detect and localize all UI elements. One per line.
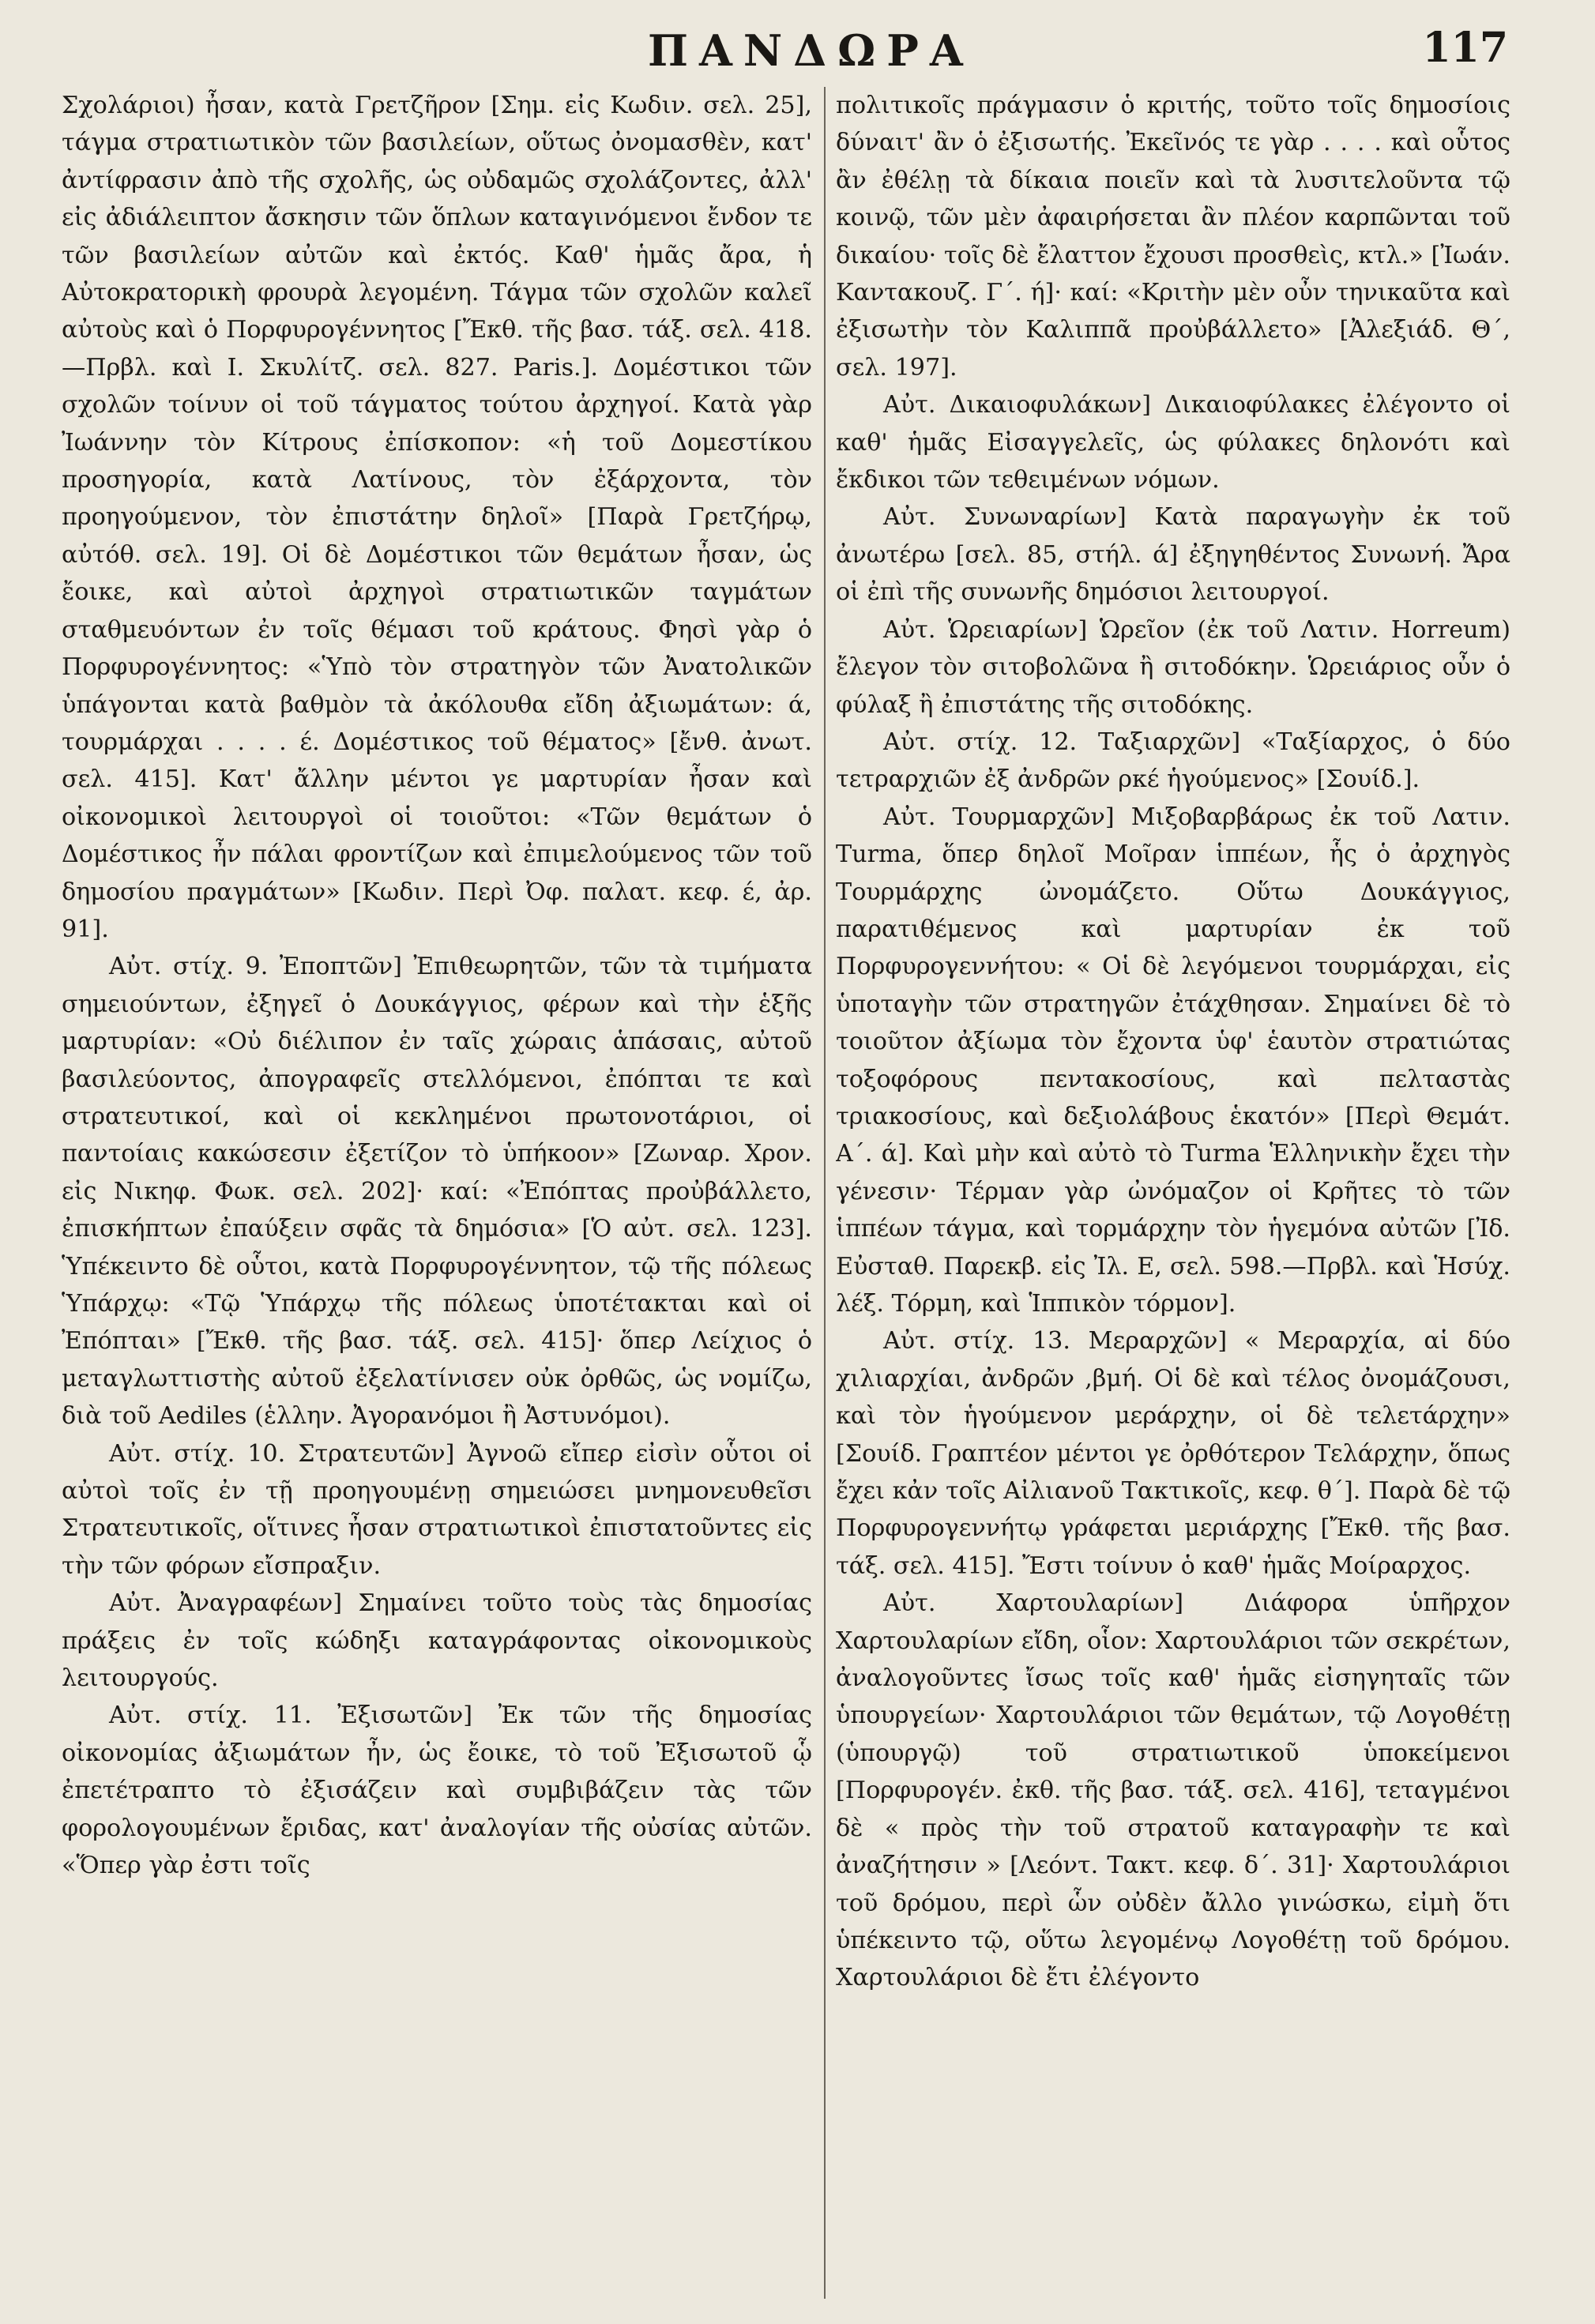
page-number: 117 bbox=[1422, 24, 1508, 72]
right-paragraph: Αὐτ. Συνωναρίων] Κατὰ παραγωγὴν ἐκ τοῦ ἀνωτέρω [σελ. 85, στήλ. ά] ἐξηγηθέντος Συνωνή. Ἄρα οἱ ἐπὶ τῆς συνωνῆς δημόσιοι λειτουργοί. bbox=[836, 503, 1510, 607]
right-paragraph: Αὐτ. Ὡρειαρίων] Ὡρεῖον (ἐκ τοῦ Λατιν. Horreum) ἔλεγον τὸν σιτοβολῶνα ἢ σιτοδόκην. Ὡρειάριος οὖν ὁ φύλαξ ἢ ἐπιστάτης τῆς σιτοδόκης. bbox=[836, 615, 1510, 719]
right-paragraph: Αὐτ. Χαρτουλαρίων] Διάφορα ὑπῆρχον Χαρτουλαρίων εἴδη, οἷον: Χαρτουλάριοι τῶν σεκρέτων, ἀναλογοῦντες ἴσως τοῖς καθ' ἡμᾶς εἰσηγηταῖς τῶν ὑπουργείων· Χαρτουλάριοι τῶν θεμάτων, τῷ Λογοθέτῃ (ὑπουργῷ) τοῦ στρατιωτικοῦ ὑποκείμενοι [Πορφυρογέν. ἐκθ. τῆς βασ. τάξ. σελ. 416], τεταγμένοι δὲ « πρὸς τὴν τοῦ στρατοῦ καταγραφὴν τε καὶ ἀναζήτησιν » [Λεόντ. Τακτ. κεφ. δ΄. 31]· Χαρτουλάριοι τοῦ δρόμου, περὶ ὧν οὐδὲν ἄλλο γινώσκω, εἰμὴ ὅτι ὑπέκειντο τῷ, οὕτω λεγομένῳ Λογοθέτῃ τοῦ δρόμου. Χαρτουλάριοι δὲ ἔτι ἐλέγοντο bbox=[836, 1589, 1510, 1992]
column-divider bbox=[824, 87, 826, 2299]
left-paragraph: Αὐτ. Ἀναγραφέων] Σημαίνει τοῦτο τοὺς τὰς δημοσίας πράξεις ἐν τοῖς κώδηξι καταγράφοντας οἰκονομικοὺς λειτουργούς. bbox=[62, 1589, 812, 1693]
left-paragraph: Σχολάριοι) ἦσαν, κατὰ Γρετζῆρον [Σημ. εἰς Κωδιν. σελ. 25], τάγμα στρατιωτικὸν τῶν βασιλείων, οὕτως ὀνομασθὲν, κατ' ἀντίφρασιν ἀπὸ τῆς σχολῆς, ὡς οὐδαμῶς σχολάζοντες, ἀλλ' εἰς ἀδιάλειπτον ἄσκησιν τῶν ὅπλων καταγινόμενοι ἔνδον τε τῶν βασιλείων αὐτῶν καὶ ἐκτός. Καθ' ἡμᾶς ἄρα, ἡ Αὐτοκρατορικὴ φρουρὰ λεγομένη. Τάγμα τῶν σχολῶν καλεῖ αὐτοὺς καὶ ὁ Πορφυρογέννητος [Ἔκθ. τῆς βασ. τάξ. σελ. 418.—Πρβλ. καὶ Ι. Σκυλίτζ. σελ. 827. Paris.]. Δομέστικοι τῶν σχολῶν τοίνυν οἱ τοῦ τάγματος τούτου ἀρχηγοί. Κατὰ γὰρ Ἰωάννην τὸν Κίτρους ἐπίσκοπον: «ἡ τοῦ Δομεστίκου προσηγορία, κατὰ Λατίνους, τὸν ἐξάρχοντα, τὸν προηγούμενον, τὸν ἐπιστάτην δηλοῖ» [Παρὰ Γρετζήρῳ, αὐτόθ. σελ. 19]. Οἱ δὲ Δομέστικοι τῶν θεμάτων ἦσαν, ὡς ἔοικε, καὶ αὐτοὶ ἀρχηγοὶ στρατιωτικῶν ταγμάτων σταθμευόντων ἐν τοῖς θέμασι τοῦ κράτους. Φησὶ γὰρ ὁ Πορφυρογέννητος: «Ὑπὸ τὸν στρατηγὸν τῶν Ἀνατολικῶν ὑπάγονται κατὰ βαθμὸν τὰ ἀκόλουθα εἴδη ἀξιωμάτων: ά, τουρμάρχαι . . . . έ. Δομέστικος τοῦ θέματος» [ἔνθ. ἀνωτ. σελ. 415]. Κατ' ἄλλην μέντοι γε μαρτυρίαν ἦσαν καὶ οἰκονομικοὶ λειτουργοὶ οἱ τοιοῦτοι: «Τῶν θεμάτων ὁ Δομέστικος ἦν πάλαι φροντίζων καὶ ἐπιμελούμενος τῶν τοῦ δημοσίου πραγμάτων» [Κωδιν. Περὶ Ὀφ. παλατ. κεφ. έ, ἀρ. 91]. bbox=[62, 92, 812, 943]
left-column bbox=[62, 87, 812, 2299]
right-paragraph: πολιτικοῖς πράγμασιν ὁ κριτής, τοῦτο τοῖς δημοσίοις δύναιτ' ἂν ὁ ἐξισωτής. Ἐκεῖνός τε γὰρ . . . . καὶ οὗτος ἂν ἐθέλῃ τὰ δίκαια ποιεῖν καὶ τὰ λυσιτελοῦντα τῷ κοινῷ, τῶν μὲν ἀφαιρήσεται ἂν πλέον καρπῶνται τοῦ δικαίου· τοῖς δὲ ἔλαττον ἔχουσι προσθεὶς, κτλ.» [Ἰωάν. Καντακουζ. Γ΄. ή]· καί: «Κριτὴν μὲν οὖν τηνικαῦτα καὶ ἐξισωτὴν τὸν Καλιππᾶ προὐβάλλετο» [Ἀλεξιάδ. Θ΄, σελ. 197]. bbox=[836, 92, 1510, 382]
right-column bbox=[836, 87, 1510, 2299]
left-paragraph: Αὐτ. στίχ. 11. Ἐξισωτῶν] Ἐκ τῶν τῆς δημοσίας οἰκονομίας ἀξιωμάτων ἦν, ὡς ἔοικε, τὸ τοῦ Ἐξισωτοῦ ᾧ ἐπετέτραπτο τὸ ἐξισάζειν καὶ συμβιβάζειν τὰς τῶν φορολογουμένων ἔριδας, κατ' ἀναλογίαν τῆς οὐσίας αὐτῶν. «Ὅπερ γὰρ ἐστι τοῖς bbox=[62, 1702, 812, 1880]
right-paragraph: Αὐτ. Τουρμαρχῶν] Μιξοβαρβάρως ἐκ τοῦ Λατιν. Turma, ὅπερ δηλοῖ Μοῖραν ἱππέων, ἧς ὁ ἀρχηγὸς Τουρμάρχης ὠνομάζετο. Οὕτω Δουκάγγιος, παρατιθέμενος καὶ μαρτυρίαν ἐκ τοῦ Πορφυρογεννήτου: « Οἱ δὲ λεγόμενοι τουρμάρχαι, εἰς ὑποταγὴν τῶν στρατηγῶν ἐτάχθησαν. Σημαίνει δὲ τὸ τοιοῦτον ἀξίωμα τὸν ἔχοντα ὑφ' ἑαυτὸν στρατιώτας τοξοφόρους πεντακοσίους, καὶ πελταστὰς τριακοσίους, καὶ δεξιολάβους ἑκατόν» [Περὶ Θεμάτ. Α΄. ά]. Καὶ μὴν καὶ αὐτὸ τὸ Turma Ἑλληνικὴν ἔχει τὴν γένεσιν· Τέρμαν γὰρ ὠνόμαζον οἱ Κρῆτες τὸ τῶν ἱππέων τάγμα, καὶ τορμάρχην τὸν ἡγεμόνα αὐτῶν [Ἰδ. Εὐσταθ. Παρεκβ. εἰς Ἰλ. Ε, σελ. 598.—Πρβλ. καὶ Ἡσύχ. λέξ. Τόρμη, καὶ Ἱππικὸν τόρμον]. bbox=[836, 803, 1510, 1318]
left-paragraph: Αὐτ. στίχ. 9. Ἐποπτῶν] Ἐπιθεωρητῶν, τῶν τὰ τιμήματα σημειούντων, ἐξηγεῖ ὁ Δουκάγγιος, φέρων καὶ τὴν ἑξῆς μαρτυρίαν: «Οὐ διέλιπον ἐν ταῖς χώραις ἁπάσαις, αὐτοῦ βασιλεύοντος, ἀπογραφεῖς στελλόμενοι, ἐπόπται τε καὶ στρατευτικοί, καὶ οἱ κεκλημένοι πρωτονοτάριοι, οἱ παντοίαις κακώσεσιν ἐξετίζον τὸ ὑπήκοον» [Ζωναρ. Χρον. εἰς Νικηφ. Φωκ. σελ. 202]· καί: «Ἐπόπτας προὐβάλλετο, ἐπισκήπτων ἐπαύξειν σφᾶς τὰ δημόσια» [Ὁ αὐτ. σελ. 123]. Ὑπέκειντο δὲ οὗτοι, κατὰ Πορφυρογέννητον, τῷ τῆς πόλεως Ὑπάρχῳ: «Τῷ Ὑπάρχῳ τῆς πόλεως ὑποτέτακται καὶ οἱ Ἐπόπται» [Ἔκθ. τῆς βασ. τάξ. σελ. 415]· ὅπερ Λείχιος ὁ μεταγλωττιστὴς αὐτοῦ ἐξελατίνισεν οὐκ ὀρθῶς, ὡς νομίζω, διὰ τοῦ Aediles (ἑλλην. Ἀγορανόμοι ἢ Ἀστυνόμοι). bbox=[62, 953, 812, 1431]
right-paragraph: Αὐτ. στίχ. 13. Μεραρχῶν] « Μεραρχία, αἱ δύο χιλιαρχίαι, ἀνδρῶν ,βμή. Οἱ δὲ καὶ τέλος ὀνομάζουσι, καὶ τὸν ἡγούμενον μεράρχην, οἱ δὲ τελετάρχην» [Σουίδ. Γραπτέον μέντοι γε ὀρθότερον Τελάρχην, ὅπως ἔχει κἀν τοῖς Αἰλιανοῦ Τακτικοῖς, κεφ. θ΄]. Παρὰ δὲ τῷ Πορφυρογεννήτῳ γράφεται μεριάρχης [Ἔκθ. τῆς βασ. τάξ. σελ. 415]. Ἔστι τοίνυν ὁ καθ' ἡμᾶς Μοίραρχος. bbox=[836, 1327, 1510, 1580]
right-paragraph: Αὐτ. Δικαιοφυλάκων] Δικαιοφύλακες ἐλέγοντο οἱ καθ' ἡμᾶς Εἰσαγγελεῖς, ὡς φύλακες δηλονότι καὶ ἔκδικοι τῶν τεθειμένων νόμων. bbox=[836, 391, 1510, 495]
left-paragraph: Αὐτ. στίχ. 10. Στρατευτῶν] Ἀγνοῶ εἴπερ εἰσὶν οὗτοι οἱ αὐτοὶ τοῖς ἐν τῇ προηγουμένῃ σημειώσει μνημονευθεῖσι Στρατευτικοῖς, οἵτινες ἦσαν στρατιωτικοὶ ἐπιστατοῦντες εἰς τὴν τῶν φόρων εἴσπραξιν. bbox=[62, 1439, 812, 1580]
running-title: ΠΑΝΔΩΡΑ bbox=[648, 25, 974, 76]
right-paragraph: Αὐτ. στίχ. 12. Ταξιαρχῶν] «Ταξίαρχος, ὁ δύο τετραρχιῶν ἐξ ἀνδρῶν ρκέ ἡγούμενος» [Σουίδ.]. bbox=[836, 728, 1510, 794]
